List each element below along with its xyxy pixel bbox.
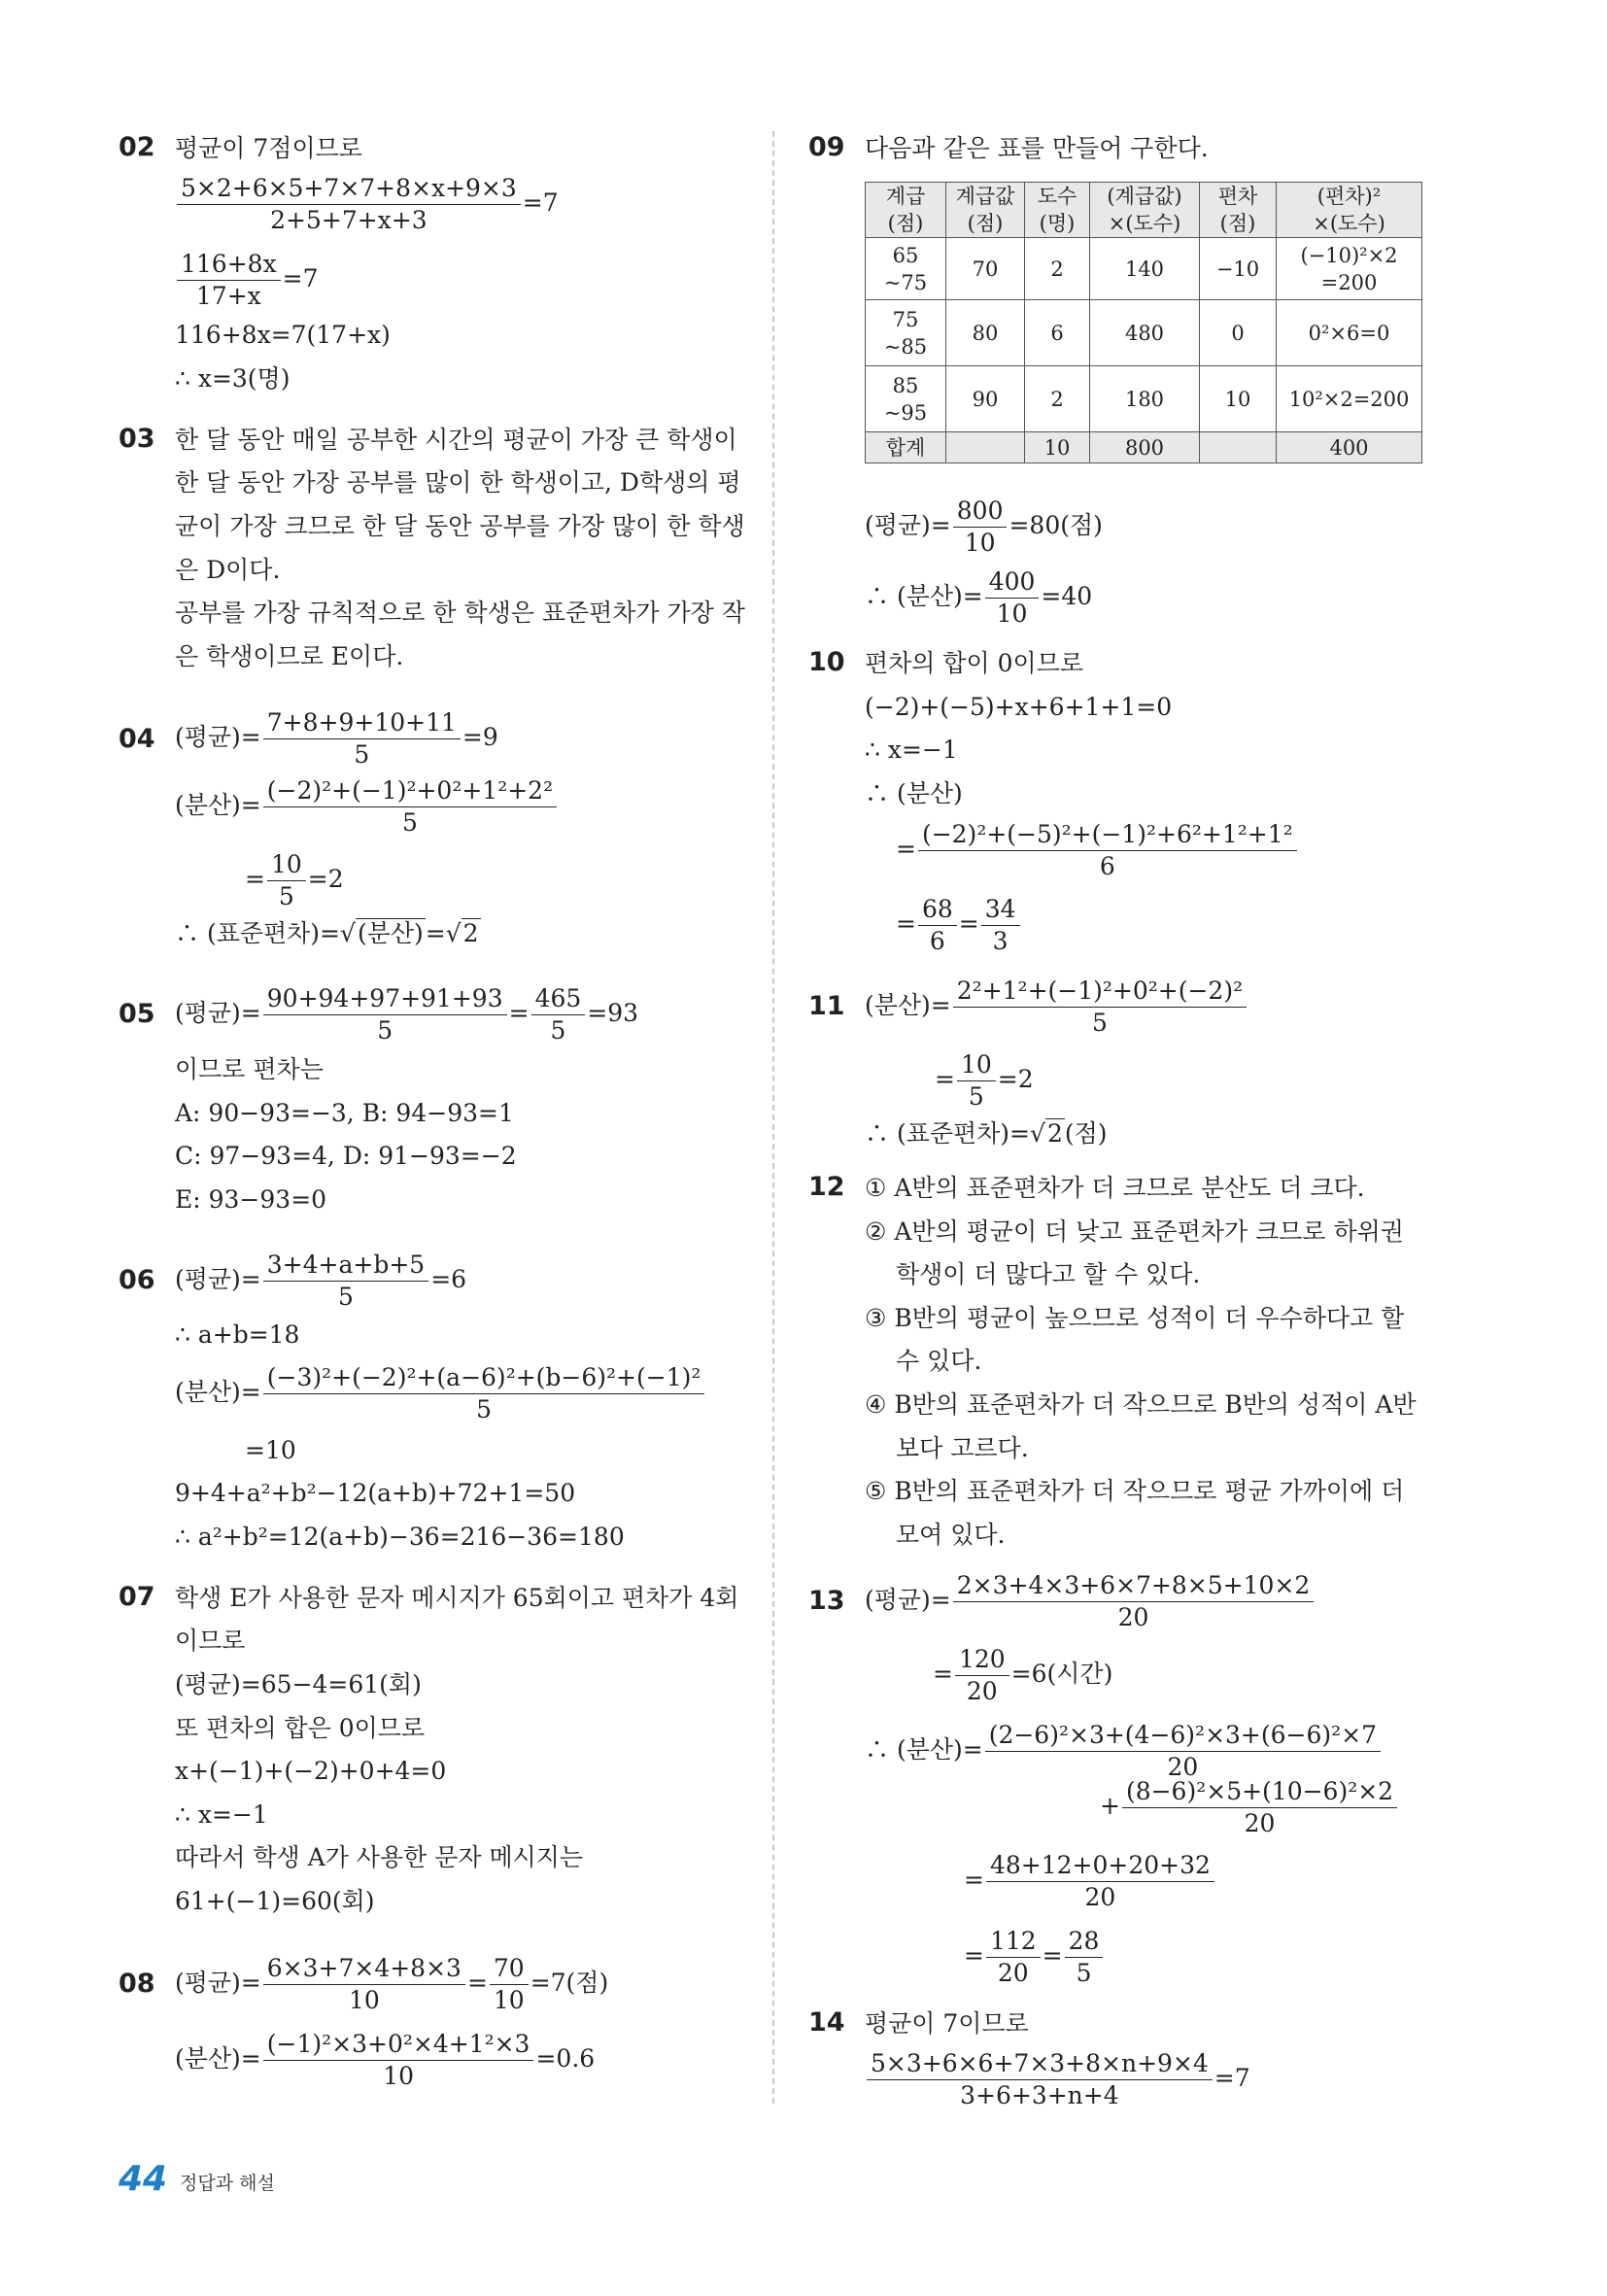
p02-equation-2: $\frac{116+8x}{17+x}$ =7 <box>175 251 319 310</box>
p07-line: 61+(−1)=60(회) <box>175 1887 375 1915</box>
p06-line: ∴ a²+b²=12(a+b)−36=216−36=180 <box>175 1523 625 1551</box>
p12-line: ④ B반의 표준편차가 더 작으므로 B반의 성적이 A반 <box>865 1390 1417 1419</box>
table-row <box>866 300 1422 366</box>
p12-line: 학생이 더 많다고 할 수 있다. <box>896 1260 1201 1288</box>
table-cell: 0 <box>1200 300 1277 366</box>
p06-line: =10 <box>245 1436 296 1464</box>
p13-variance-result: = $\frac{112}{20}$ = $\frac{28}{5}$ <box>964 1928 1105 1987</box>
problem-number: 12 <box>808 1172 845 1202</box>
table-header-cell: 계급 (점) <box>866 183 946 238</box>
p10-variance: = $\frac{\text{(−2)²+(−5)²+(−1)²+6²+1²+1²}}{6}$ <box>896 821 1299 880</box>
p04-mean: (평균)= $\frac{7+8+9+10+11}{5}$ =9 <box>175 708 498 769</box>
p10-variance-result: = $\frac{68}{6}$ = $\frac{34}{3}$ <box>896 896 1022 955</box>
p09-intro: 다음과 같은 표를 만들어 구한다. <box>865 134 1209 162</box>
p10-line: ∴ x=−1 <box>865 736 958 764</box>
table-total-row <box>866 432 1422 463</box>
table-cell: 480 <box>1090 300 1200 366</box>
problem-number: 02 <box>119 132 155 162</box>
table-cell: (−10)²×2 =200 <box>1277 238 1422 300</box>
problem-number: 06 <box>119 1265 155 1295</box>
table-cell: 10²×2=200 <box>1277 366 1422 432</box>
p02-equation-1: $\frac{5\times 2+6\times 5+7\times 7+8\times x+9\times 3}{2+5+7+x+3}$ =7 <box>175 175 559 234</box>
p06-line: ∴ a+b=18 <box>175 1320 300 1349</box>
p10-line: (−2)+(−5)+x+6+1+1=0 <box>865 693 1173 721</box>
p13-mean: (평균)= $\frac{2\times 3+4\times 3+6\times 7+8\times 5+10\times 2}{20}$ <box>865 1572 1316 1631</box>
p12-line: ③ B반의 평균이 높으므로 성적이 더 우수하다고 할 <box>865 1304 1405 1332</box>
p06-mean: (평균)= $\frac{3+4+a+b+5}{5}$ =6 <box>175 1251 467 1311</box>
p03-line: 은 학생이므로 E이다. <box>175 642 404 670</box>
problem-number: 10 <box>808 647 845 677</box>
p09-variance: ∴ (분산)= $\frac{400}{10}$ =40 <box>865 567 1093 628</box>
p10-line: ∴ (분산) <box>865 779 963 807</box>
table-cell: 10 <box>1025 432 1090 463</box>
table-row <box>866 238 1422 300</box>
table-cell: 0²×6=0 <box>1277 300 1422 366</box>
p05-line: E: 93−93=0 <box>175 1185 327 1214</box>
table-header-cell: (계급값) ×(도수) <box>1090 183 1200 238</box>
p07-line: 이므로 <box>175 1627 246 1655</box>
p02-answer: ∴ x=3(명) <box>175 364 291 393</box>
problem-number: 05 <box>119 999 155 1029</box>
table-header-cell: 편차 (점) <box>1200 183 1277 238</box>
column-divider <box>772 131 774 2104</box>
p10-intro: 편차의 합이 0이므로 <box>865 649 1083 677</box>
section-title: 정답과 해설 <box>180 2173 275 2194</box>
p09-mean: (평균)= $\frac{800}{10}$ =80(점) <box>865 497 1103 557</box>
table-cell: 10 <box>1200 366 1277 432</box>
p08-mean: (평균)= $\frac{6\times 3+7\times 4+8\times 3}{10}$ = $\frac{70}{10}$ =7(점) <box>175 1954 609 2014</box>
table-cell: 2 <box>1025 366 1090 432</box>
p07-line: 학생 E가 사용한 문자 메시지가 65회이고 편차가 4회 <box>175 1584 739 1612</box>
p07-line: ∴ x=−1 <box>175 1800 268 1829</box>
p06-variance: (분산)= $\frac{\text{(−3)²+(−2)²+(a−6)²+(b−6)²+(−1)²}}{5}$ <box>175 1364 706 1423</box>
p14-intro: 평균이 7이므로 <box>865 2009 1029 2038</box>
table-cell: 2 <box>1025 238 1090 300</box>
problem-number: 13 <box>808 1586 845 1616</box>
table-cell: 140 <box>1090 238 1200 300</box>
p13-variance-cont: + $\frac{\text{(8−6)²×5+(10−6)²×2}}{20}$ <box>1100 1778 1399 1837</box>
table-header-row <box>866 183 1422 238</box>
table-cell: 90 <box>946 366 1025 432</box>
p11-std-dev: ∴ (표준편차)=√2(점) <box>865 1119 1108 1148</box>
p13-variance-step: = $\frac{48+12+0+20+32}{20}$ <box>964 1852 1216 1911</box>
table-cell: 75 ~85 <box>866 300 946 366</box>
problem-number: 03 <box>119 424 155 454</box>
p03-line: 한 달 동안 가장 공부를 많이 한 학생이고, D학생의 평 <box>175 468 741 497</box>
table-cell: 70 <box>946 238 1025 300</box>
p12-line: ① A반의 표준편차가 더 크므로 분산도 더 크다. <box>865 1174 1365 1202</box>
p05-line: A: 90−93=−3, B: 94−93=1 <box>175 1099 514 1127</box>
p07-line: (평균)=65−4=61(회) <box>175 1670 422 1698</box>
p12-line: ② A반의 평균이 더 낮고 표준편차가 크므로 하위권 <box>865 1217 1404 1246</box>
table-header-cell: 도수 (명) <box>1025 183 1090 238</box>
p07-line: 또 편차의 합은 0이므로 <box>175 1714 426 1742</box>
table-cell: 180 <box>1090 366 1200 432</box>
table-cell: 85 ~95 <box>866 366 946 432</box>
table-row <box>866 366 1422 432</box>
problem-number: 14 <box>808 2007 845 2038</box>
p06-line: 9+4+a²+b²−12(a+b)+72+1=50 <box>175 1479 576 1507</box>
table-header-cell: 계급값 (점) <box>946 183 1025 238</box>
problem-number: 08 <box>119 1969 155 1999</box>
p03-line: 한 달 동안 매일 공부한 시간의 평균이 가장 큰 학생이 <box>175 426 737 454</box>
problem-number: 04 <box>119 724 155 754</box>
p11-variance-result: = $\frac{10}{5}$ =2 <box>935 1050 1034 1111</box>
table-cell <box>946 432 1025 463</box>
p04-variance-result: = $\frac{10}{5}$ =2 <box>245 850 344 910</box>
p04-std-dev: ∴ (표준편차)=√(분산)=√2 <box>175 919 479 947</box>
table-cell: 합계 <box>866 432 946 463</box>
p05-line: 이므로 편차는 <box>175 1055 324 1083</box>
p13-variance: ∴ (분산)= $\frac{\text{(2−6)²×3+(4−6)²×3+(6−6)²×7}}{20}$ <box>865 1722 1383 1781</box>
p05-line: C: 97−93=4, D: 91−93=−2 <box>175 1142 517 1170</box>
problem-number: 09 <box>808 132 845 162</box>
p03-line: 은 D이다. <box>175 556 281 584</box>
p08-variance: (분산)= $\frac{\text{(−1)²×3+0²×4+1²×3}}{10}$ =0.6 <box>175 2030 596 2090</box>
p02-intro: 평균이 7점이므로 <box>175 134 362 162</box>
p14-equation: $\frac{5\times 3+6\times 6+7\times 3+8\times n+9\times 4}{3+6+3+n+4}$ =7 <box>865 2050 1250 2109</box>
p05-mean: (평균)= $\frac{90+94+97+91+93}{5}$ = $\frac{465}{5}$ =93 <box>175 984 639 1045</box>
table-cell: 6 <box>1025 300 1090 366</box>
p03-line: 공부를 가장 규칙적으로 한 학생은 표준편차가 가장 작 <box>175 599 745 627</box>
p03-line: 균이 가장 크므로 한 달 동안 공부를 가장 많이 한 학생 <box>175 512 745 540</box>
p07-line: 따라서 학생 A가 사용한 문자 메시지는 <box>175 1843 584 1871</box>
p12-line: 보다 고르다. <box>896 1434 1029 1462</box>
table-cell: 400 <box>1277 432 1422 463</box>
table-cell: 800 <box>1090 432 1200 463</box>
table-cell: −10 <box>1200 238 1277 300</box>
problem-number: 07 <box>119 1582 155 1612</box>
p12-line: ⑤ B반의 표준편차가 더 작으므로 평균 가까이에 더 <box>865 1477 1405 1505</box>
p04-variance: (분산)= $\frac{\text{(−2)²+(−1)²+0²+1²+2²}}{5}$ <box>175 777 559 837</box>
p11-variance: (분산)= $\frac{\text{2²+1²+(−1)²+0²+(−2)²}}{5}$ <box>865 977 1248 1037</box>
table-cell: 65 ~75 <box>866 238 946 300</box>
p02-equation-3: 116+8x=7(17+x) <box>175 321 391 349</box>
p07-line: x+(−1)+(−2)+0+4=0 <box>175 1757 447 1785</box>
table-cell: 80 <box>946 300 1025 366</box>
p12-line: 모여 있다. <box>896 1521 1006 1549</box>
page-number: 44 <box>119 2159 168 2199</box>
table-header-cell: (편차)² ×(도수) <box>1277 183 1422 238</box>
frequency-table <box>865 182 1422 463</box>
p12-line: 수 있다. <box>896 1347 982 1375</box>
problem-number: 11 <box>808 991 845 1021</box>
p13-mean-result: = $\frac{120}{20}$ =6(시간) <box>933 1645 1113 1705</box>
table-cell <box>1200 432 1277 463</box>
